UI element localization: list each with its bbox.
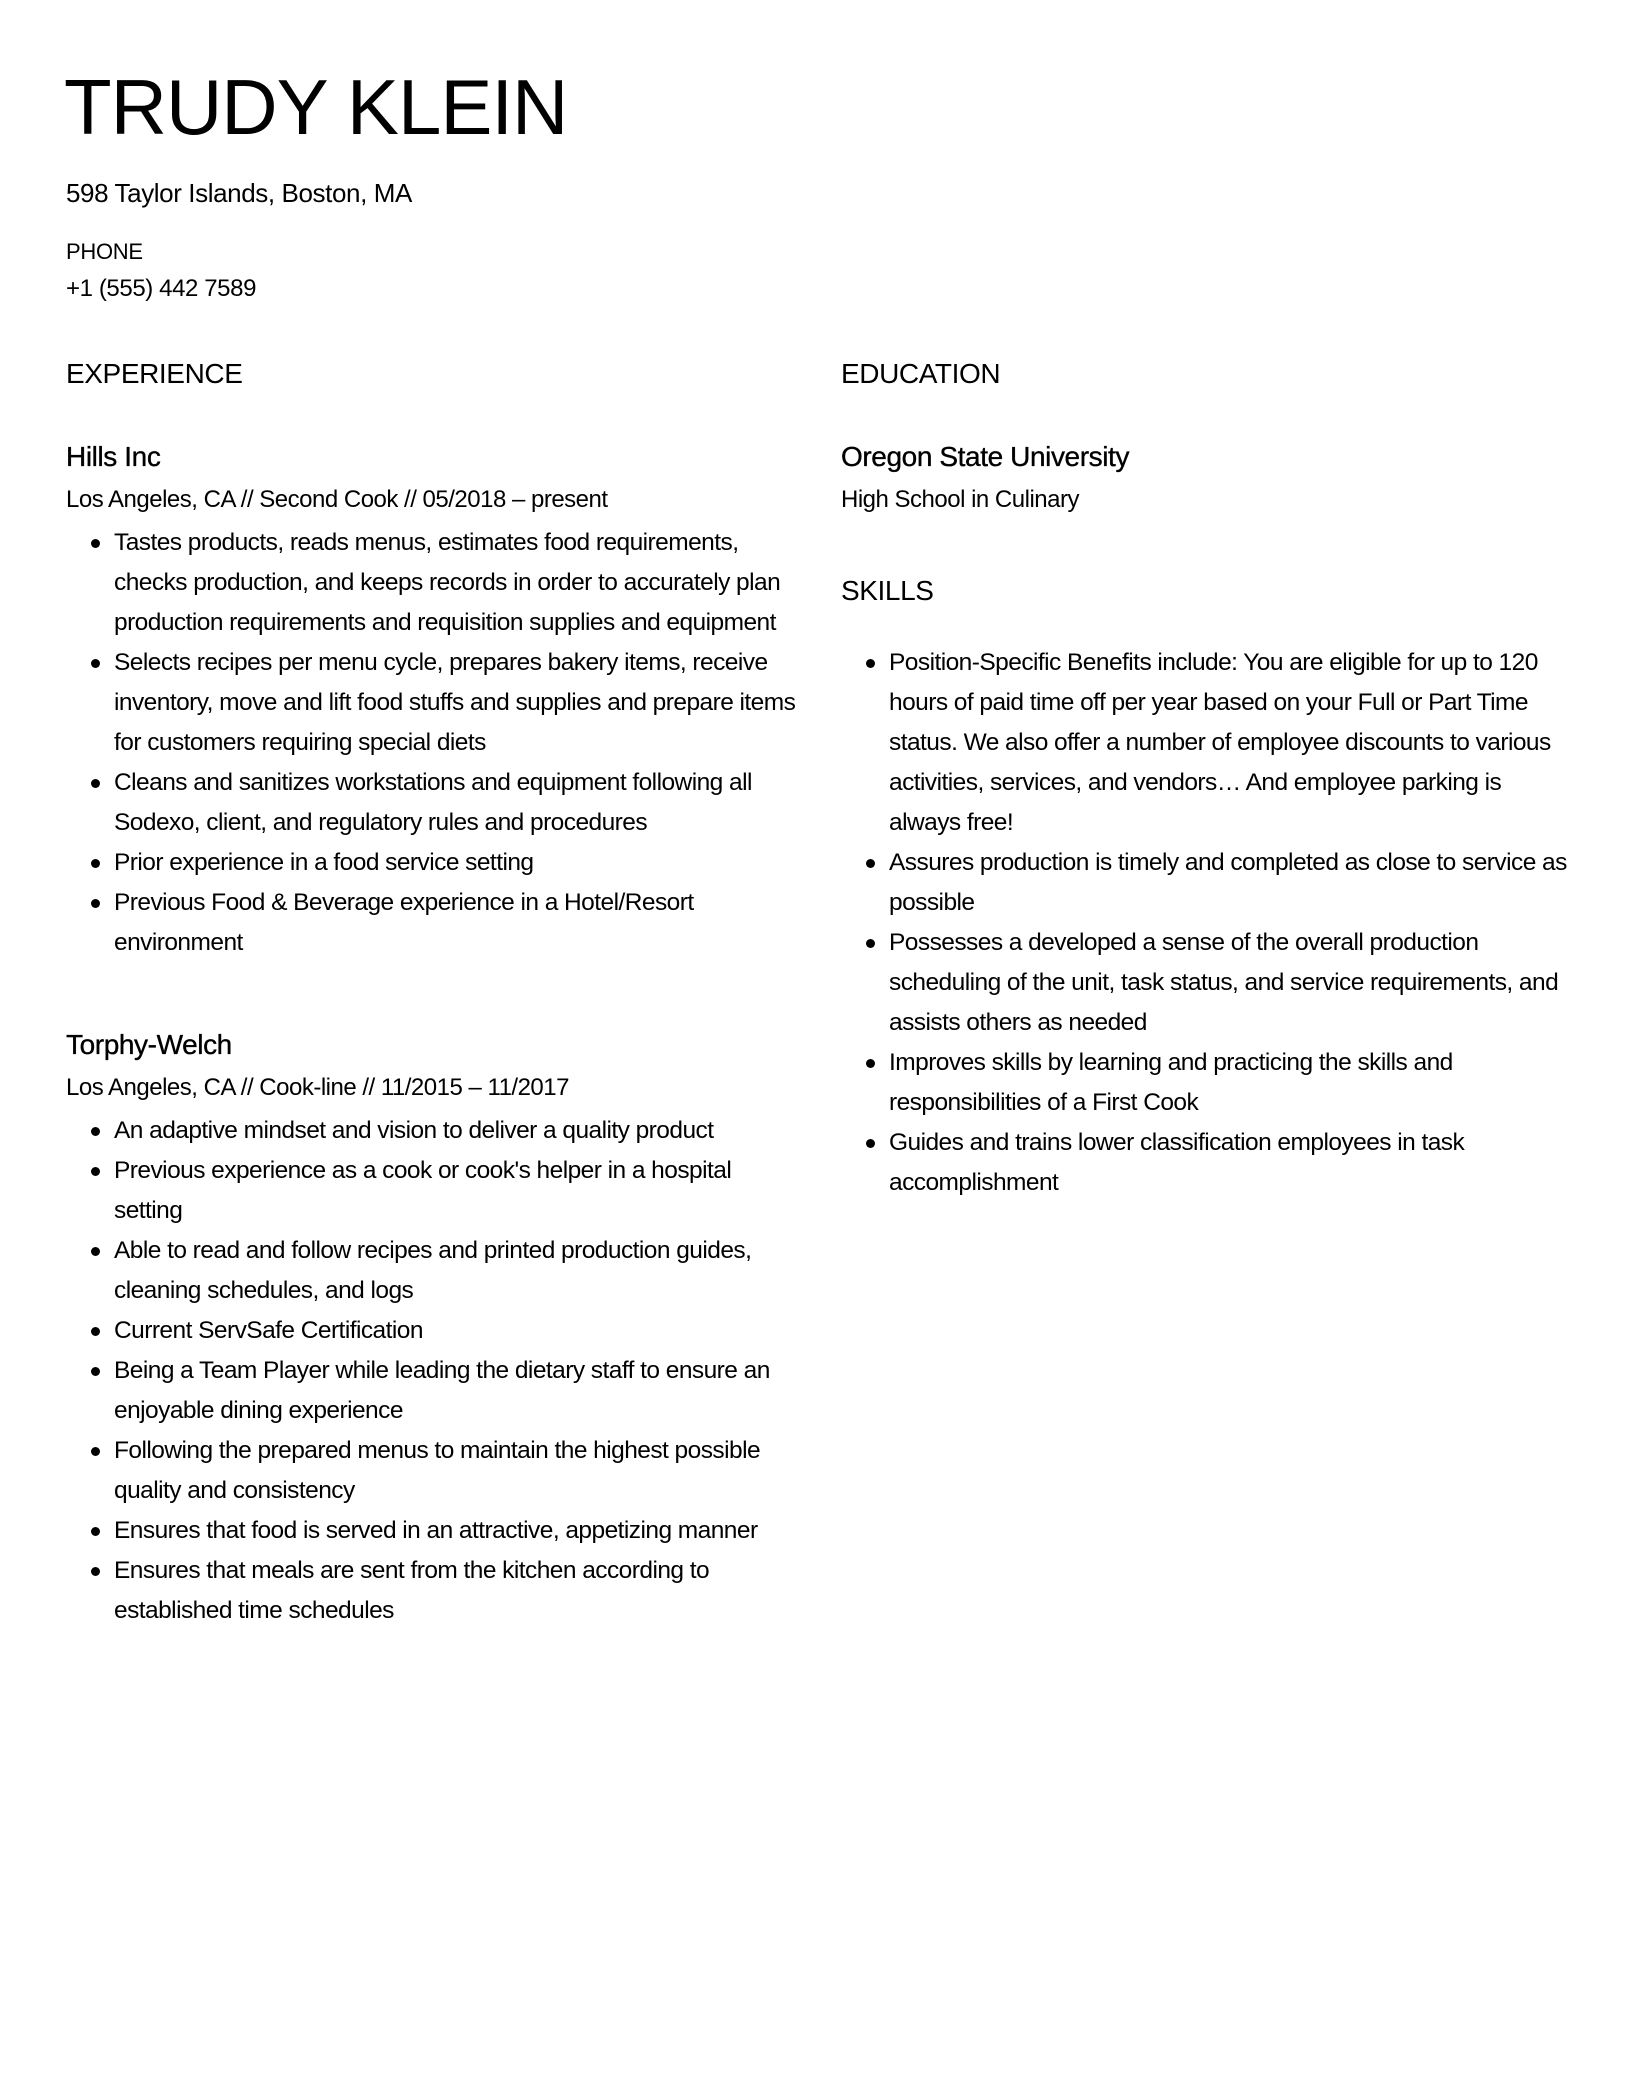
bullet-icon	[91, 779, 100, 788]
list-item-text: Prior experience in a food service setting	[114, 849, 534, 876]
list-item	[66, 643, 796, 763]
list-item	[66, 1151, 796, 1231]
list-item-text: Possesses a developed a sense of the overall production scheduling of the unit, task status, and service requirements, and assists others as needed	[889, 929, 1559, 1036]
list-item	[841, 843, 1571, 923]
list-item	[66, 1231, 796, 1311]
bullet-icon	[866, 939, 875, 948]
list-item	[66, 1431, 796, 1511]
experience-heading: EXPERIENCE	[66, 358, 243, 389]
skills-section	[841, 573, 1571, 1203]
bullet-icon	[91, 1247, 100, 1256]
list-item	[841, 1043, 1571, 1123]
list-item	[66, 1351, 796, 1431]
bullet-icon	[866, 1139, 875, 1148]
bullet-icon	[866, 659, 875, 668]
experience-section	[66, 356, 796, 1631]
job-details: Los Angeles, CA // Cook-line // 11/2015 – 11/2017	[66, 1074, 569, 1101]
list-item-text: Improves skills by learning and practicing the skills and responsibilities of a First Cook	[889, 1049, 1453, 1116]
job-entry	[66, 1027, 796, 1631]
list-item	[66, 843, 796, 883]
bullet-icon	[91, 1447, 100, 1456]
right-column	[841, 356, 1571, 1203]
skills-list	[841, 643, 1571, 1203]
bullet-icon	[91, 659, 100, 668]
list-item-text: An adaptive mindset and vision to deliver a quality product	[114, 1117, 714, 1144]
bullet-icon	[91, 1567, 100, 1576]
education-entry	[841, 439, 1571, 518]
job-entry	[66, 439, 796, 963]
list-item	[841, 923, 1571, 1043]
education-section	[841, 356, 1571, 518]
bullet-icon	[91, 1167, 100, 1176]
bullet-icon	[91, 899, 100, 908]
bullet-icon	[91, 1127, 100, 1136]
phone-label: PHONE	[66, 239, 143, 264]
list-item-text: Assures production is timely and completed as close to service as possible	[889, 849, 1567, 916]
bullet-icon	[91, 539, 100, 548]
list-item-text: Ensures that food is served in an attractive, appetizing manner	[114, 1517, 758, 1544]
list-item-text: Previous Food & Beverage experience in a Hotel/Resort environment	[114, 889, 694, 956]
list-item-text: Current ServSafe Certification	[114, 1317, 423, 1344]
list-item-text: Guides and trains lower classification employees in task accomplishment	[889, 1129, 1465, 1196]
address: 598 Taylor Islands, Boston, MA	[66, 178, 412, 208]
job-company: Hills Inc	[66, 441, 161, 472]
list-item	[841, 1123, 1571, 1203]
job-company: Torphy-Welch	[66, 1029, 232, 1060]
list-item-text: Tastes products, reads menus, estimates food requirements, checks production, and keeps records in order to accurately plan production requirements and requisition supplies and equipment	[114, 529, 781, 636]
list-item-text: Following the prepared menus to maintain the highest possible quality and consistency	[114, 1437, 761, 1504]
bullet-icon	[91, 1527, 100, 1536]
list-item-text: Cleans and sanitizes workstations and equipment following all Sodexo, client, and regulatory rules and procedures	[114, 769, 752, 836]
list-item-text: Being a Team Player while leading the dietary staff to ensure an enjoyable dining experience	[114, 1357, 770, 1424]
bullet-icon	[866, 1059, 875, 1068]
list-item	[66, 1511, 796, 1551]
degree: High School in Culinary	[841, 486, 1079, 513]
list-item-text: Position-Specific Benefits include: You are eligible for up to 120 hours of paid time off per year based on your Full or Part Time status. We also offer a number of employee discounts to various activities, services, and vendors… And employee parking is always free!	[889, 649, 1551, 836]
list-item-text: Ensures that meals are sent from the kitchen according to established time schedules	[114, 1557, 710, 1624]
candidate-name: TRUDY KLEIN	[64, 63, 568, 151]
list-item	[66, 1111, 796, 1151]
school-name: Oregon State University	[841, 441, 1130, 472]
bullet-icon	[91, 1327, 100, 1336]
list-item	[66, 1551, 796, 1631]
job-bullets	[66, 523, 796, 963]
job-details: Los Angeles, CA // Second Cook // 05/2018 – present	[66, 486, 608, 513]
skills-heading: SKILLS	[841, 575, 934, 606]
bullet-icon	[91, 859, 100, 868]
list-item	[66, 763, 796, 843]
list-item	[66, 883, 796, 963]
bullet-icon	[91, 1367, 100, 1376]
list-item	[66, 523, 796, 643]
list-item-text: Selects recipes per menu cycle, prepares bakery items, receive inventory, move and lift food stuffs and supplies and prepare items for customers requiring special diets	[114, 649, 796, 756]
list-item	[66, 1311, 796, 1351]
bullet-icon	[866, 859, 875, 868]
phone-number: +1 (555) 442 7589	[66, 275, 257, 302]
list-item-text: Previous experience as a cook or cook's helper in a hospital setting	[114, 1157, 732, 1224]
job-bullets	[66, 1111, 796, 1631]
list-item	[841, 643, 1571, 843]
education-heading: EDUCATION	[841, 358, 1001, 389]
list-item-text: Able to read and follow recipes and printed production guides, cleaning schedules, and logs	[114, 1237, 752, 1304]
